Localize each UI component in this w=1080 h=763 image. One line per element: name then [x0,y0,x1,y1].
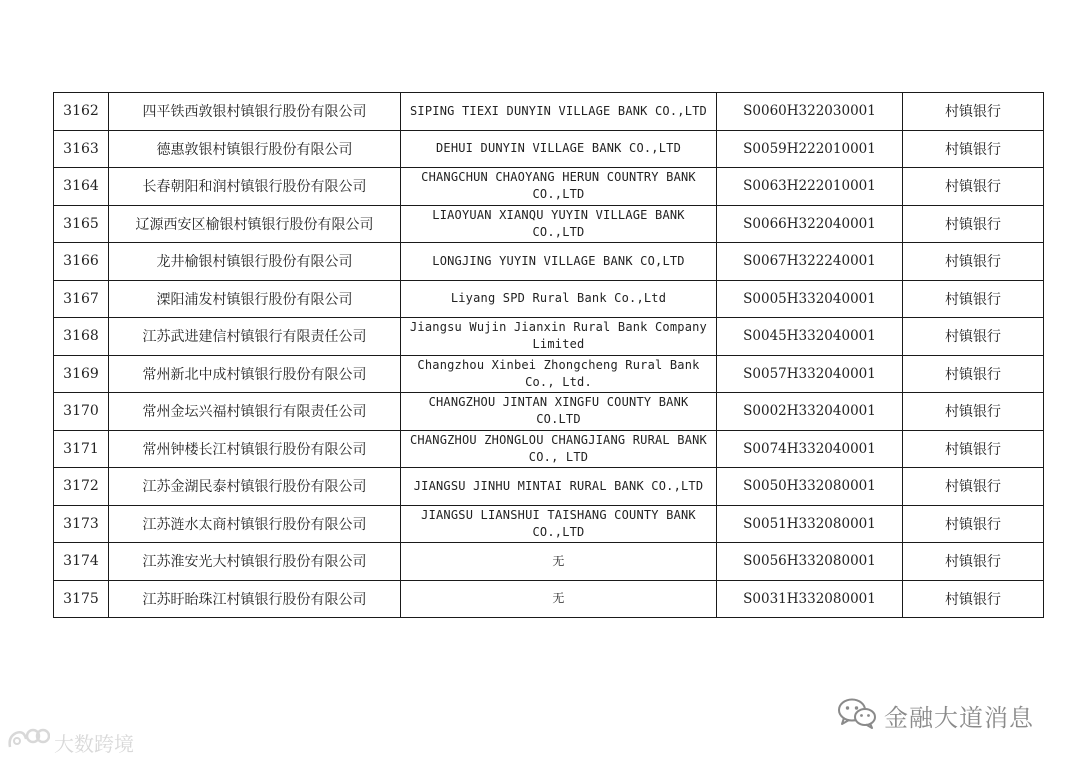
row-number: 3167 [54,280,109,318]
chinese-name: 溧阳浦发村镇银行股份有限公司 [109,280,401,318]
english-name: CHANGCHUN CHAOYANG HERUN COUNTRY BANK CO.,LTD [401,168,717,206]
chinese-name: 江苏武进建信村镇银行有限责任公司 [109,318,401,356]
row-number: 3173 [54,505,109,543]
row-number: 3175 [54,580,109,618]
institution-code: S0074H332040001 [717,430,903,468]
institution-code: S0031H332080001 [717,580,903,618]
row-number: 3165 [54,205,109,243]
row-number: 3170 [54,393,109,431]
institution-code: S0051H332080001 [717,505,903,543]
english-name: JIANGSU JINHU MINTAI RURAL BANK CO.,LTD [401,468,717,506]
chinese-name: 江苏淮安光大村镇银行股份有限公司 [109,543,401,581]
brand-logo-icon [6,727,50,757]
table-row [54,243,1044,281]
row-number: 3172 [54,468,109,506]
institution-type: 村镇银行 [903,543,1044,581]
chinese-name: 常州金坛兴福村镇银行有限责任公司 [109,393,401,431]
row-number: 3171 [54,430,109,468]
chinese-name: 辽源西安区榆银村镇银行股份有限公司 [109,205,401,243]
institution-type: 村镇银行 [903,168,1044,206]
table-row [54,130,1044,168]
row-number: 3168 [54,318,109,356]
chinese-name: 江苏金湖民泰村镇银行股份有限公司 [109,468,401,506]
institution-type: 村镇银行 [903,580,1044,618]
table-row [54,318,1044,356]
row-number: 3174 [54,543,109,581]
chinese-name: 四平铁西敦银村镇银行股份有限公司 [109,93,401,131]
institution-code: S0060H322030001 [717,93,903,131]
table-row [54,205,1044,243]
institution-code: S0002H332040001 [717,393,903,431]
english-name: Changzhou Xinbei Zhongcheng Rural Bank Co., Ltd. [401,355,717,393]
chinese-name: 常州新北中成村镇银行股份有限公司 [109,355,401,393]
institution-code: S0063H222010001 [717,168,903,206]
english-name: CHANGZHOU JINTAN XINGFU COUNTY BANK CO.LTD [401,393,717,431]
table-row [54,505,1044,543]
english-name: SIPING TIEXI DUNYIN VILLAGE BANK CO.,LTD [401,93,717,131]
institution-code: S0059H222010001 [717,130,903,168]
table-row [54,468,1044,506]
institution-type: 村镇银行 [903,355,1044,393]
table-row [54,543,1044,581]
table-row [54,355,1044,393]
institution-type: 村镇银行 [903,393,1044,431]
chinese-name: 长春朝阳和润村镇银行股份有限公司 [109,168,401,206]
chinese-name: 德惠敦银村镇银行股份有限公司 [109,130,401,168]
wechat-watermark [836,697,1034,733]
institution-type: 村镇银行 [903,468,1044,506]
institution-type: 村镇银行 [903,430,1044,468]
institution-type: 村镇银行 [903,280,1044,318]
english-name: DEHUI DUNYIN VILLAGE BANK CO.,LTD [401,130,717,168]
institution-code: S0056H332080001 [717,543,903,581]
table-row [54,580,1044,618]
row-number: 3164 [54,168,109,206]
table-row [54,168,1044,206]
english-name: LONGJING YUYIN VILLAGE BANK CO,LTD [401,243,717,281]
institution-type: 村镇银行 [903,93,1044,131]
row-number: 3163 [54,130,109,168]
institution-type: 村镇银行 [903,243,1044,281]
english-name: 无 [401,580,717,618]
brand-name: 大数跨境 [54,731,134,756]
chinese-name: 龙井榆银村镇银行股份有限公司 [109,243,401,281]
institution-code: S0057H332040001 [717,355,903,393]
institution-type: 村镇银行 [903,205,1044,243]
institution-code: S0050H332080001 [717,468,903,506]
institution-code: S0005H332040001 [717,280,903,318]
english-name: Liyang SPD Rural Bank Co.,Ltd [401,280,717,318]
table-row [54,93,1044,131]
institution-type: 村镇银行 [903,505,1044,543]
institution-type: 村镇银行 [903,130,1044,168]
wechat-account-name: 金融大道消息 [884,703,1034,732]
institution-code: S0066H322040001 [717,205,903,243]
row-number: 3166 [54,243,109,281]
wechat-icon [836,697,878,733]
english-name: JIANGSU LIANSHUI TAISHANG COUNTY BANK CO.,LTD [401,505,717,543]
table-row [54,393,1044,431]
row-number: 3169 [54,355,109,393]
bank-list-body [54,93,1044,618]
chinese-name: 常州钟楼长江村镇银行股份有限公司 [109,430,401,468]
english-name: CHANGZHOU ZHONGLOU CHANGJIANG RURAL BANK CO., LTD [401,430,717,468]
row-number: 3162 [54,93,109,131]
english-name: 无 [401,543,717,581]
english-name: LIAOYUAN XIANQU YUYIN VILLAGE BANK CO.,LTD [401,205,717,243]
table-row [54,280,1044,318]
institution-type: 村镇银行 [903,318,1044,356]
table-row [54,430,1044,468]
brand-watermark [6,727,134,757]
chinese-name: 江苏盱眙珠江村镇银行股份有限公司 [109,580,401,618]
institution-code: S0045H332040001 [717,318,903,356]
english-name: Jiangsu Wujin Jianxin Rural Bank Company Limited [401,318,717,356]
institution-code: S0067H322240001 [717,243,903,281]
chinese-name: 江苏涟水太商村镇银行股份有限公司 [109,505,401,543]
bank-list-table [53,92,1044,618]
